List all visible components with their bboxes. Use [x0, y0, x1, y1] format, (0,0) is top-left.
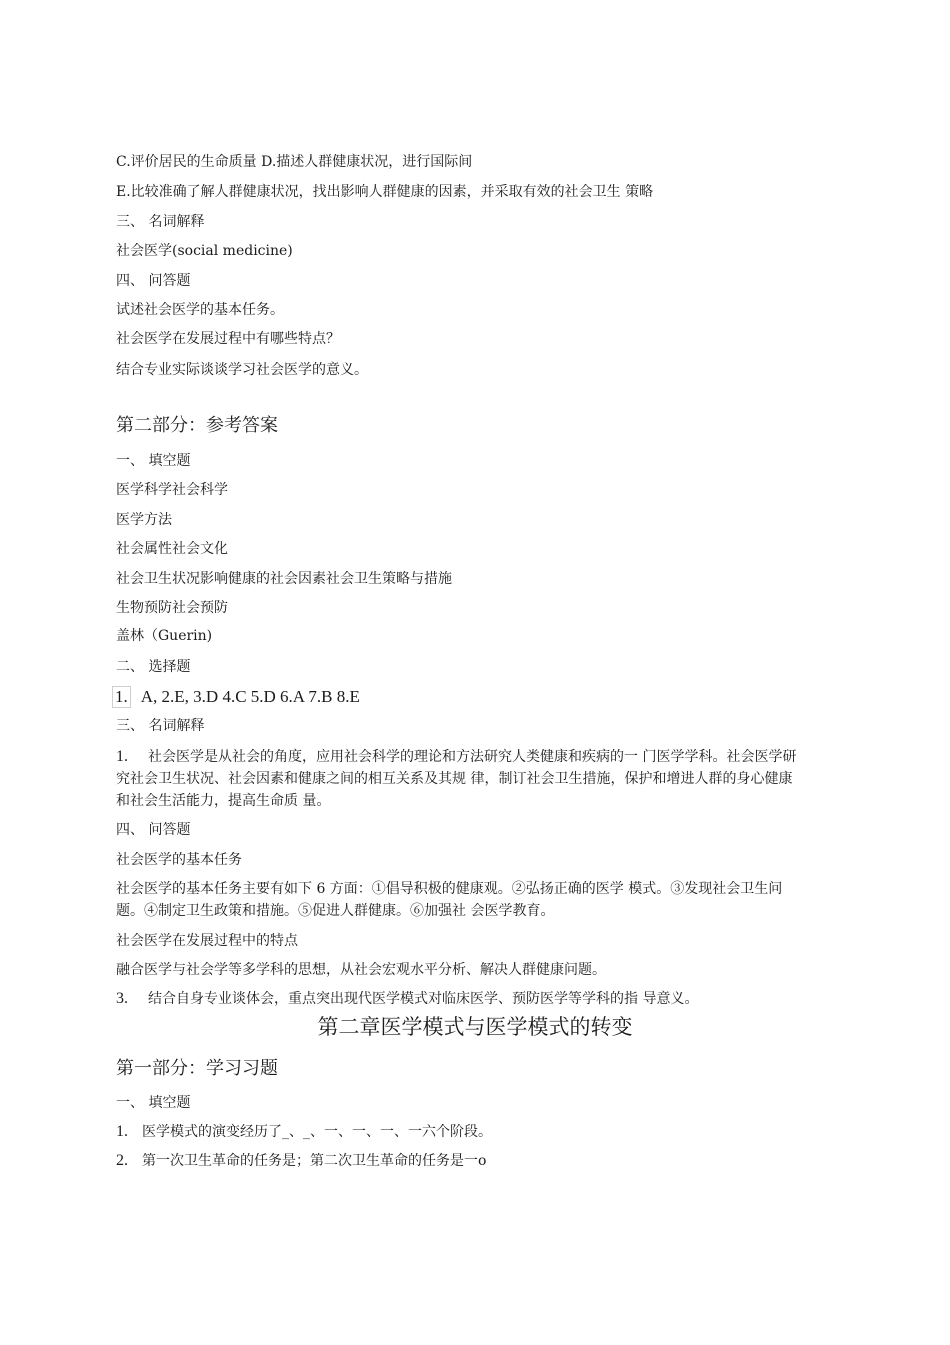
qa3-answer [116, 990, 698, 1008]
chapter-q2-text: 第一次卫生革命的任务是；第二次卫生革命的任务是一o [142, 1153, 487, 1169]
question-3: 结合专业实际谈谈学习社会医学的意义。 [116, 362, 368, 378]
term-answer-number: 1. [116, 748, 128, 765]
chapter-q2-number: 2. [116, 1152, 128, 1169]
answers-heading: 第二部分：参考答案 [116, 415, 278, 436]
question-1: 试述社会医学的基本任务。 [116, 302, 284, 318]
option-c-d: C.评价居民的生命质量 D.描述人群健康状况，进行国际间 [116, 154, 473, 170]
choice-answer-list: A, 2.E, 3.D 4.C 5.D 6.A 7.B 8.E [140, 687, 360, 706]
qa2-title: 社会医学在发展过程中的特点 [116, 933, 298, 949]
qa-heading: 四、 问答题 [116, 273, 191, 289]
qa3-text: 结合自身专业谈体会，重点突出现代医学模式对临床医学、预防医学等学科的指 导意义。 [148, 991, 699, 1007]
qa1-title: 社会医学的基本任务 [116, 852, 242, 868]
answers-choice-heading: 二、 选择题 [116, 659, 191, 675]
fill-answer-6: 盖林（Guerin) [116, 628, 213, 644]
chapter-part-heading: 第一部分：学习习题 [116, 1058, 278, 1079]
choice-number: 1. [112, 686, 131, 708]
fill-answer-5: 生物预防社会预防 [116, 600, 228, 616]
term-social-medicine: 社会医学(social medicine) [116, 243, 293, 259]
chapter-question-2 [116, 1152, 486, 1170]
qa2-answer: 融合医学与社会学等多学科的思想，从社会宏观水平分析、解决人群健康问题。 [116, 962, 606, 978]
qa1-answer: 社会医学的基本任务主要有如下 6 方面：①倡导积极的健康观。②弘扬正确的医学 模式。③发现社会卫生问题。④制定卫生政策和措施。⑤促进人群健康。⑥加强社 会医学教育。 [116, 881, 783, 919]
qa3-number: 3. [116, 990, 128, 1007]
fill-answer-3: 社会属性社会文化 [116, 541, 228, 557]
chapter-q1-number: 1. [116, 1123, 128, 1140]
answers-fill-heading: 一、 填空题 [116, 453, 191, 469]
chapter-title: 第二章医学模式与医学模式的转变 [317, 1015, 633, 1039]
term-answer-text: 社会医学是从社会的角度，应用社会科学的理论和方法研究人类健康和疾病的一 门医学学科。社会医学研究社会卫生状况、社会因素和健康之间的相互关系及其规 律，制订社会卫生措施，保护和增进人群的身心健康和社会生活能力，提高生命质 量。 [116, 749, 797, 809]
chapter-question-1 [116, 1123, 492, 1141]
terms-heading: 三、 名词解释 [116, 214, 205, 230]
fill-answer-1: 医学科学社会科学 [116, 482, 228, 498]
option-e: E.比较准确了解人群健康状况，找出影响人群健康的因素，并采取有效的社会卫生 策略 [116, 184, 654, 200]
fill-answer-2: 医学方法 [116, 512, 172, 528]
chapter-q1-text: 医学模式的演变经历了_、_、一、一、一、一六个阶段。 [142, 1124, 492, 1140]
answers-qa-heading: 四、 问答题 [116, 822, 191, 838]
answers-terms-heading: 三、 名词解释 [116, 718, 205, 734]
question-2: 社会医学在发展过程中有哪些特点？ [116, 331, 340, 347]
fill-answer-4: 社会卫生状况影响健康的社会因素社会卫生策略与措施 [116, 571, 452, 587]
term-answer [116, 746, 806, 812]
choice-answers [112, 686, 360, 708]
chapter-fill-heading: 一、 填空题 [116, 1095, 191, 1111]
